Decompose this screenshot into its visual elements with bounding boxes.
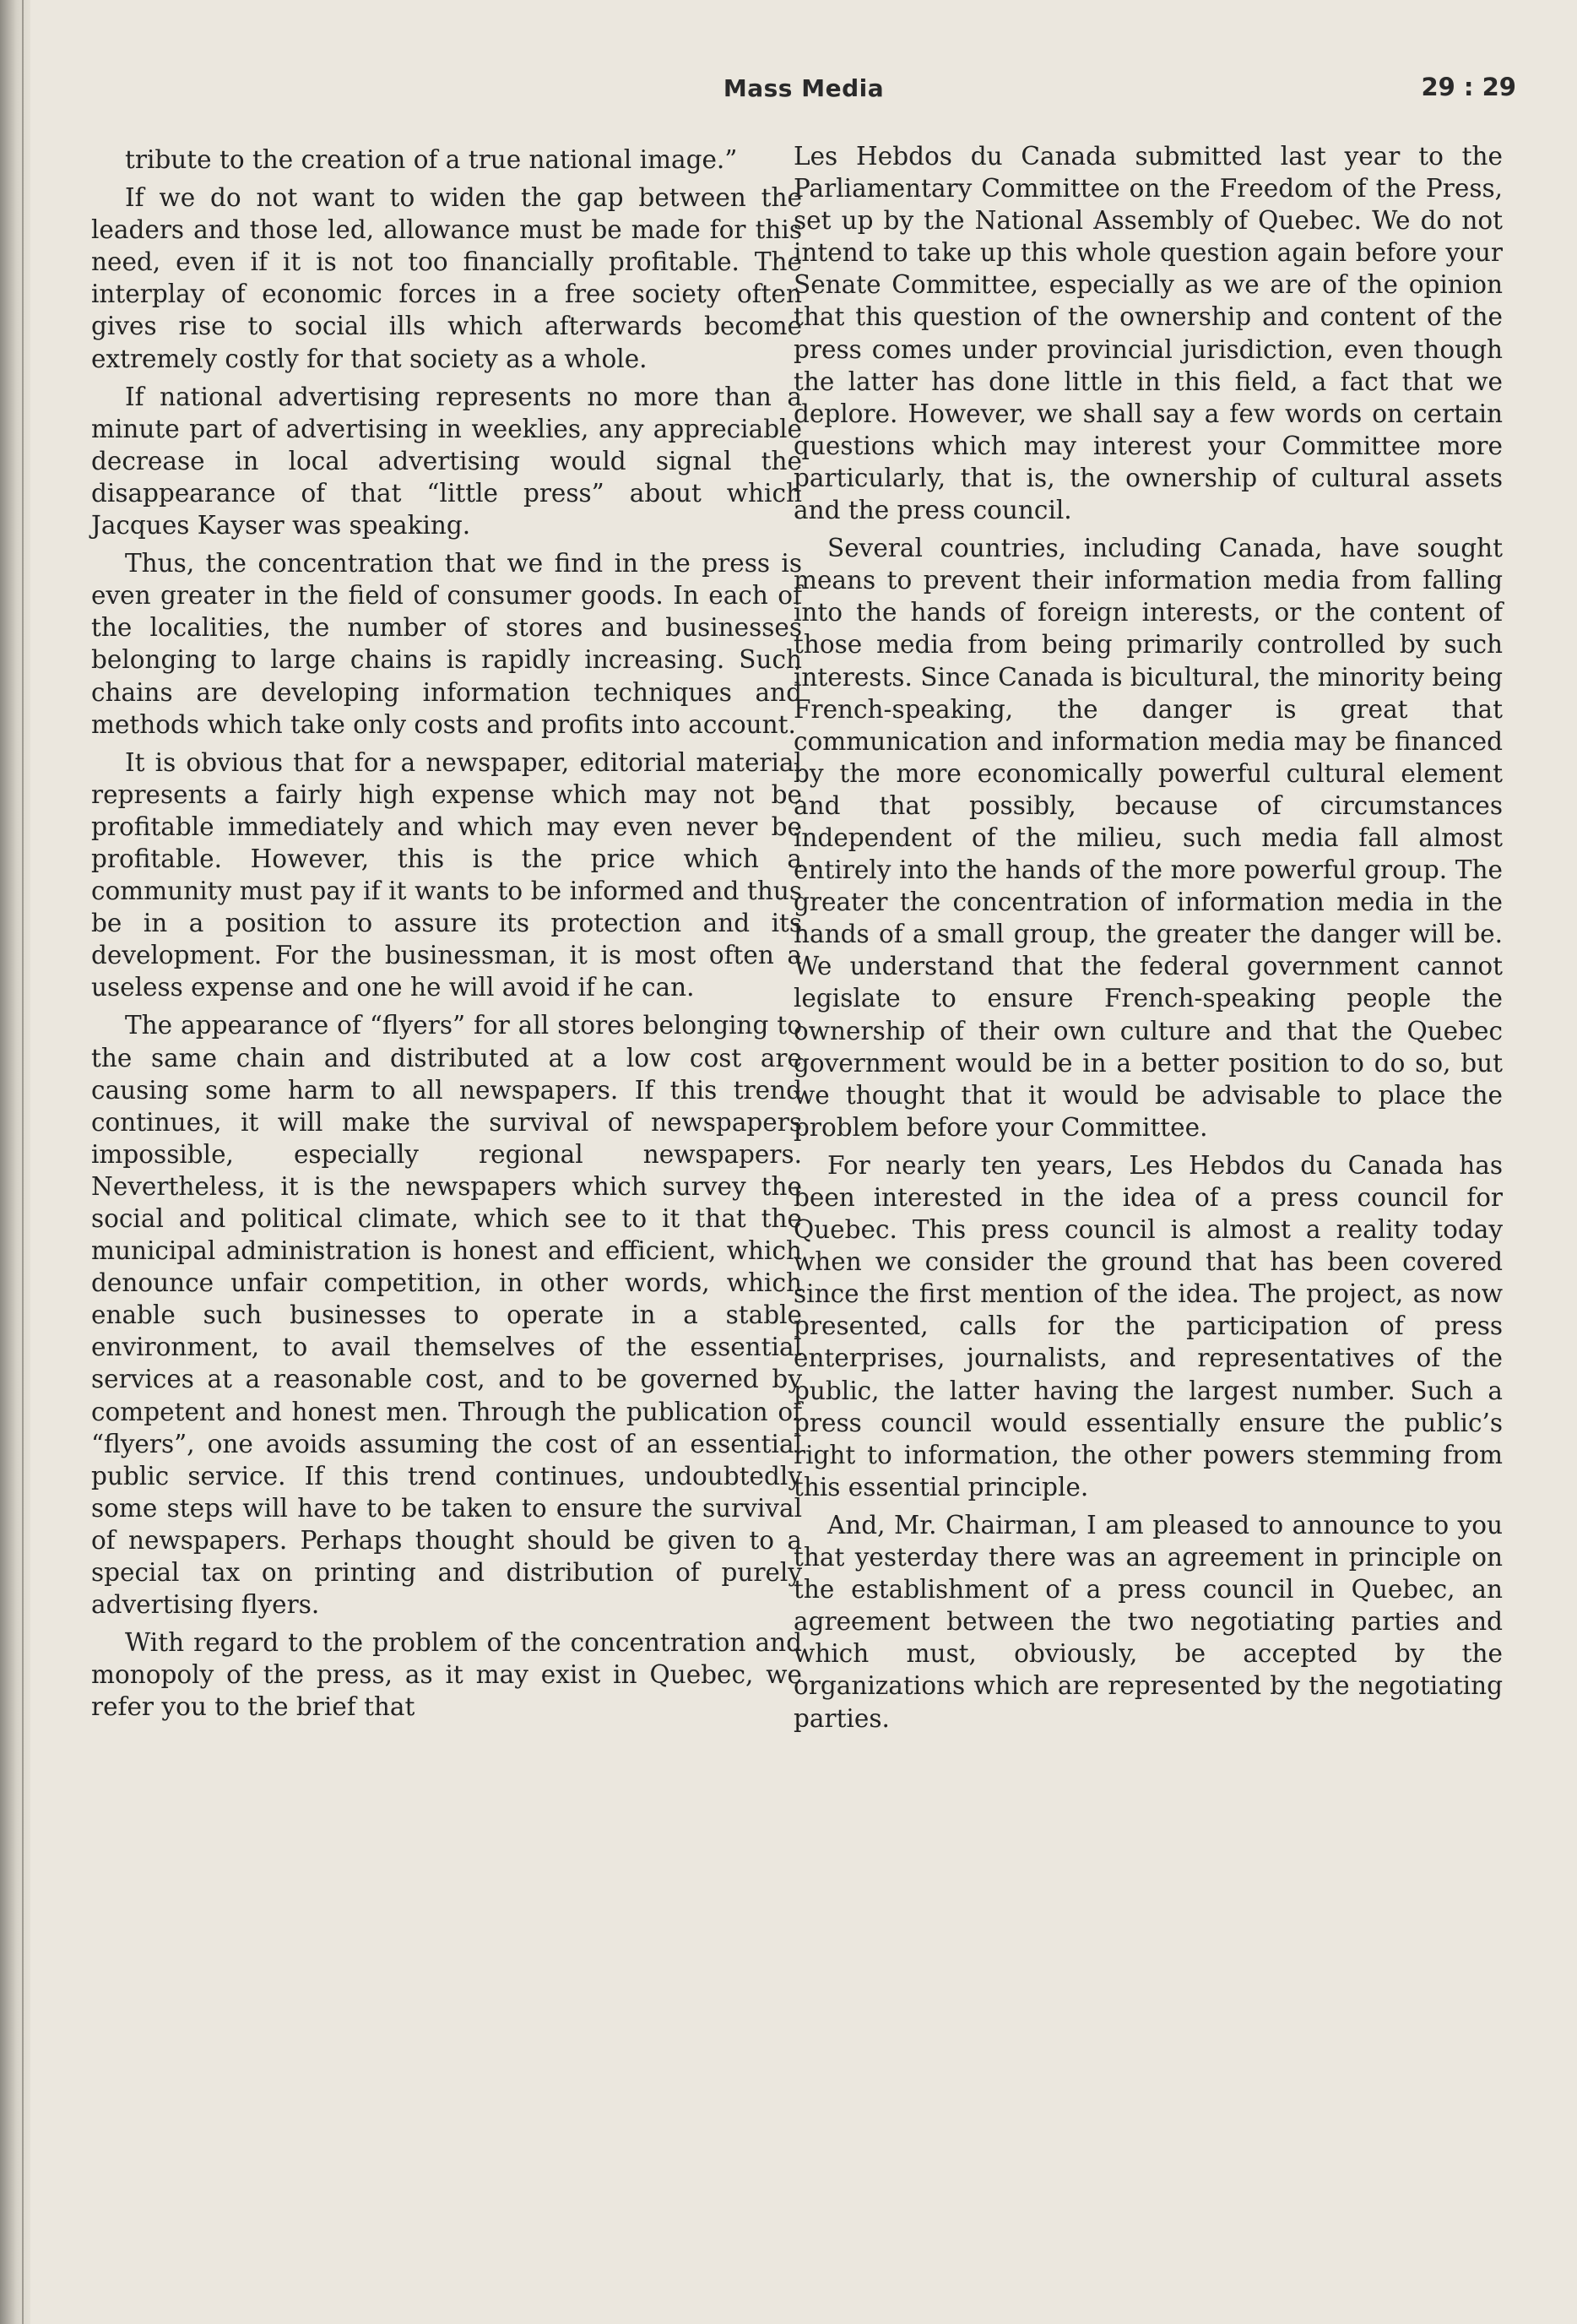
paragraph: If national advertising represents no more than a minute part of advertising in weeklies, any appreciable decrease in local advertising would signal the disappearance of that “little press” about which Jacques Kayser was speaking. (91, 382, 802, 540)
paragraph: It is obvious that for a newspaper, editorial material represents a fairly high expense which may not be profitable immediately and which may even never be profitable. However, this is the price which a community must pay if it wants to be informed and thus be in a position to assure its protection and its development. For the businessman, it is most often a useless expense and one he will avoid if he can. (91, 747, 802, 1002)
paragraph: Several countries, including Canada, have sought means to prevent their information media from falling into the hands of foreign interests, or the content of those media from being primarily controlled by such interests. Since Canada is bicultural, the minority being French-speaking, the danger is great that communication and information media may be financed by the more economically powerful cultural element and that possibly, because of circumstances independent of the milieu, such media fall almost entirely into the hands of the more powerful group. The greater the concentration of information media in the hands of a small group, the greater the danger will be. We understand that the federal government cannot legislate to ensure French-speaking people the ownership of their own culture and that the Quebec government would be in a better position to do so, but we thought that it would be advisable to place the problem before your Committee. (794, 534, 1503, 1142)
paragraph: And, Mr. Chairman, I am pleased to announce to you that yesterday there was an agreement in principle on the establishment of a press council in Quebec, an agreement between the two negotiating parties and which must, obviously, be accepted by the organizations which are represented by the negotiating parties. (794, 1510, 1503, 1733)
right-column (794, 140, 1503, 1740)
paragraph: For nearly ten years, Les Hebdos du Canada has been interested in the idea of a press council for Quebec. This press council is almost a reality today when we consider the ground that has been covered since the first mention of the idea. The project, as now presented, calls for the participation of press enterprises, journalists, and representatives of the public, the latter having the largest number. Such a press council would essentially ensure the public’s right to information, the other powers stemming from this essential principle. (794, 1150, 1503, 1501)
paragraph: With regard to the problem of the concentration and monopoly of the press, as it may exist in Quebec, we refer you to the brief that (91, 1628, 802, 1722)
paragraph: If we do not want to widen the gap between the leaders and those led, allowance must be made for this need, even if it is not too financially profitable. The interplay of economic forces in a free society often gives rise to social ills which afterwards become extremely costly for that society as a whole. (91, 183, 802, 373)
binding-edge (22, 0, 24, 2324)
paragraph: Les Hebdos du Canada submitted last year to the Parliamentary Committee on the Freedom of the Press, set up by the National Assembly of Quebec. We do not intend to take up this whole question again before your Senate Committee, especially as we are of the opinion that this question of the ownership and content of the press comes under provincial jurisdiction, even though the latter has done little in this field, a fact that we deplore. However, we shall say a few words on certain questions which may interest your Committee more particularly, that is, the ownership of cultural assets and the press council. (794, 142, 1503, 525)
paragraph: Thus, the concentration that we find in the press is even greater in the field of consumer goods. In each of the localities, the number of stores and businesses belonging to large chains is rapidly increasing. Such chains are developing information techniques and methods which take only costs and profits into account. (91, 549, 802, 739)
left-column (91, 144, 802, 1729)
paragraph: tribute to the creation of a true national image.” (125, 145, 738, 174)
book-spine-shadow (0, 0, 30, 2324)
running-header (30, 71, 1577, 113)
document-page (30, 0, 1577, 2324)
paragraph: The appearance of “flyers” for all stores belonging to the same chain and distributed at a low cost are causing some harm to all newspapers. If this trend continues, it will make the survival of newspapers impossible, especially regional newspapers. Nevertheless, it is the newspapers which survey the social and political climate, which see to it that the municipal administration is honest and efficient, which denounce unfair competition, in other words, which enable such businesses to operate in a stable environment, to avail themselves of the essential services at a reasonable cost, and to be governed by competent and honest men. Through the publication of “flyers”, one avoids assuming the cost of an essential public service. If this trend continues, undoubtedly some steps will have to be taken to ensure the survival of newspapers. Perhaps thought should be given to a special tax on printing and distribution of purely advertising flyers. (91, 1011, 802, 1620)
header-title: Mass Media (723, 74, 885, 102)
page-number: 29 : 29 (1421, 73, 1516, 101)
